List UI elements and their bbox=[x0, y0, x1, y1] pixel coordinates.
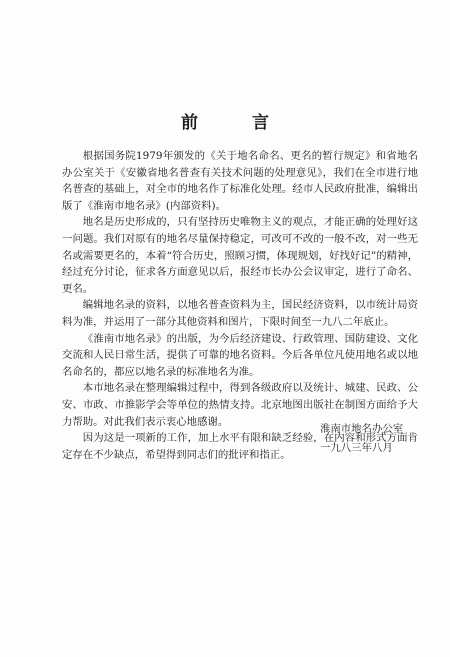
paragraph-6: 因为这是一项新的工作，加上水平有限和缺乏经验，在内容和形式方面肯定存在不少缺点，希望得到同志们的批评和指正。 bbox=[62, 432, 418, 461]
signature-office: 淮南市地名办公室 bbox=[320, 423, 404, 435]
preface-body bbox=[62, 148, 418, 463]
paragraph-1: 根据国务院1979年颁发的《关于地名命名、更名的暂行规定》和省地名办公室关于《安徽省地名普查有关技术问题的处理意见》，我们在全市进行地名普查的基础上，对全市的地名作了标准化处理。经市人民政府批准，编辑出版了《淮南市地名录》(内部资料)。 bbox=[62, 150, 418, 212]
paragraph-5: 本市地名录在整理编辑过程中，得到各级政府以及统计、城建、民政、公安、市政、市推影学会等单位的热情支持。北京地图出版社在制图方面给予大力帮助。对此我们表示衷心地感谢。 bbox=[62, 382, 418, 428]
page-title: 前 言 bbox=[181, 113, 293, 133]
paragraph-3: 编辑地名录的资料，以地名普查资料为主，国民经济资料，以市统计局资料为准，并运用了一部分其他资料和图片，下限时间至一九八二年底止。 bbox=[62, 299, 418, 328]
paragraph-4: 《淮南市地名录》的出版，为今后经济建设、行政管理、国防建设、文化交流和人民日常生活，提供了可靠的地名资料。今后各单位凡使用地名或以地名命名的，都应以地名录的标准地名为准。 bbox=[62, 332, 418, 378]
paragraph-2: 地名是历史形成的，只有坚持历史唯物主义的观点，才能正确的处理好这一问题。我们对原有的地名尽量保持稳定，可改可不改的一般不改，对一些无名或需要更名的，本着“符合历史，照顾习惯，体现规划，好找好记”的精神，经过充分讨论，征求各方面意见以后，报经市长办公会议审定，进行了命名、更名。 bbox=[62, 216, 418, 295]
signature-block bbox=[320, 420, 403, 458]
signature-date: 一九八三年八月 bbox=[320, 442, 393, 454]
